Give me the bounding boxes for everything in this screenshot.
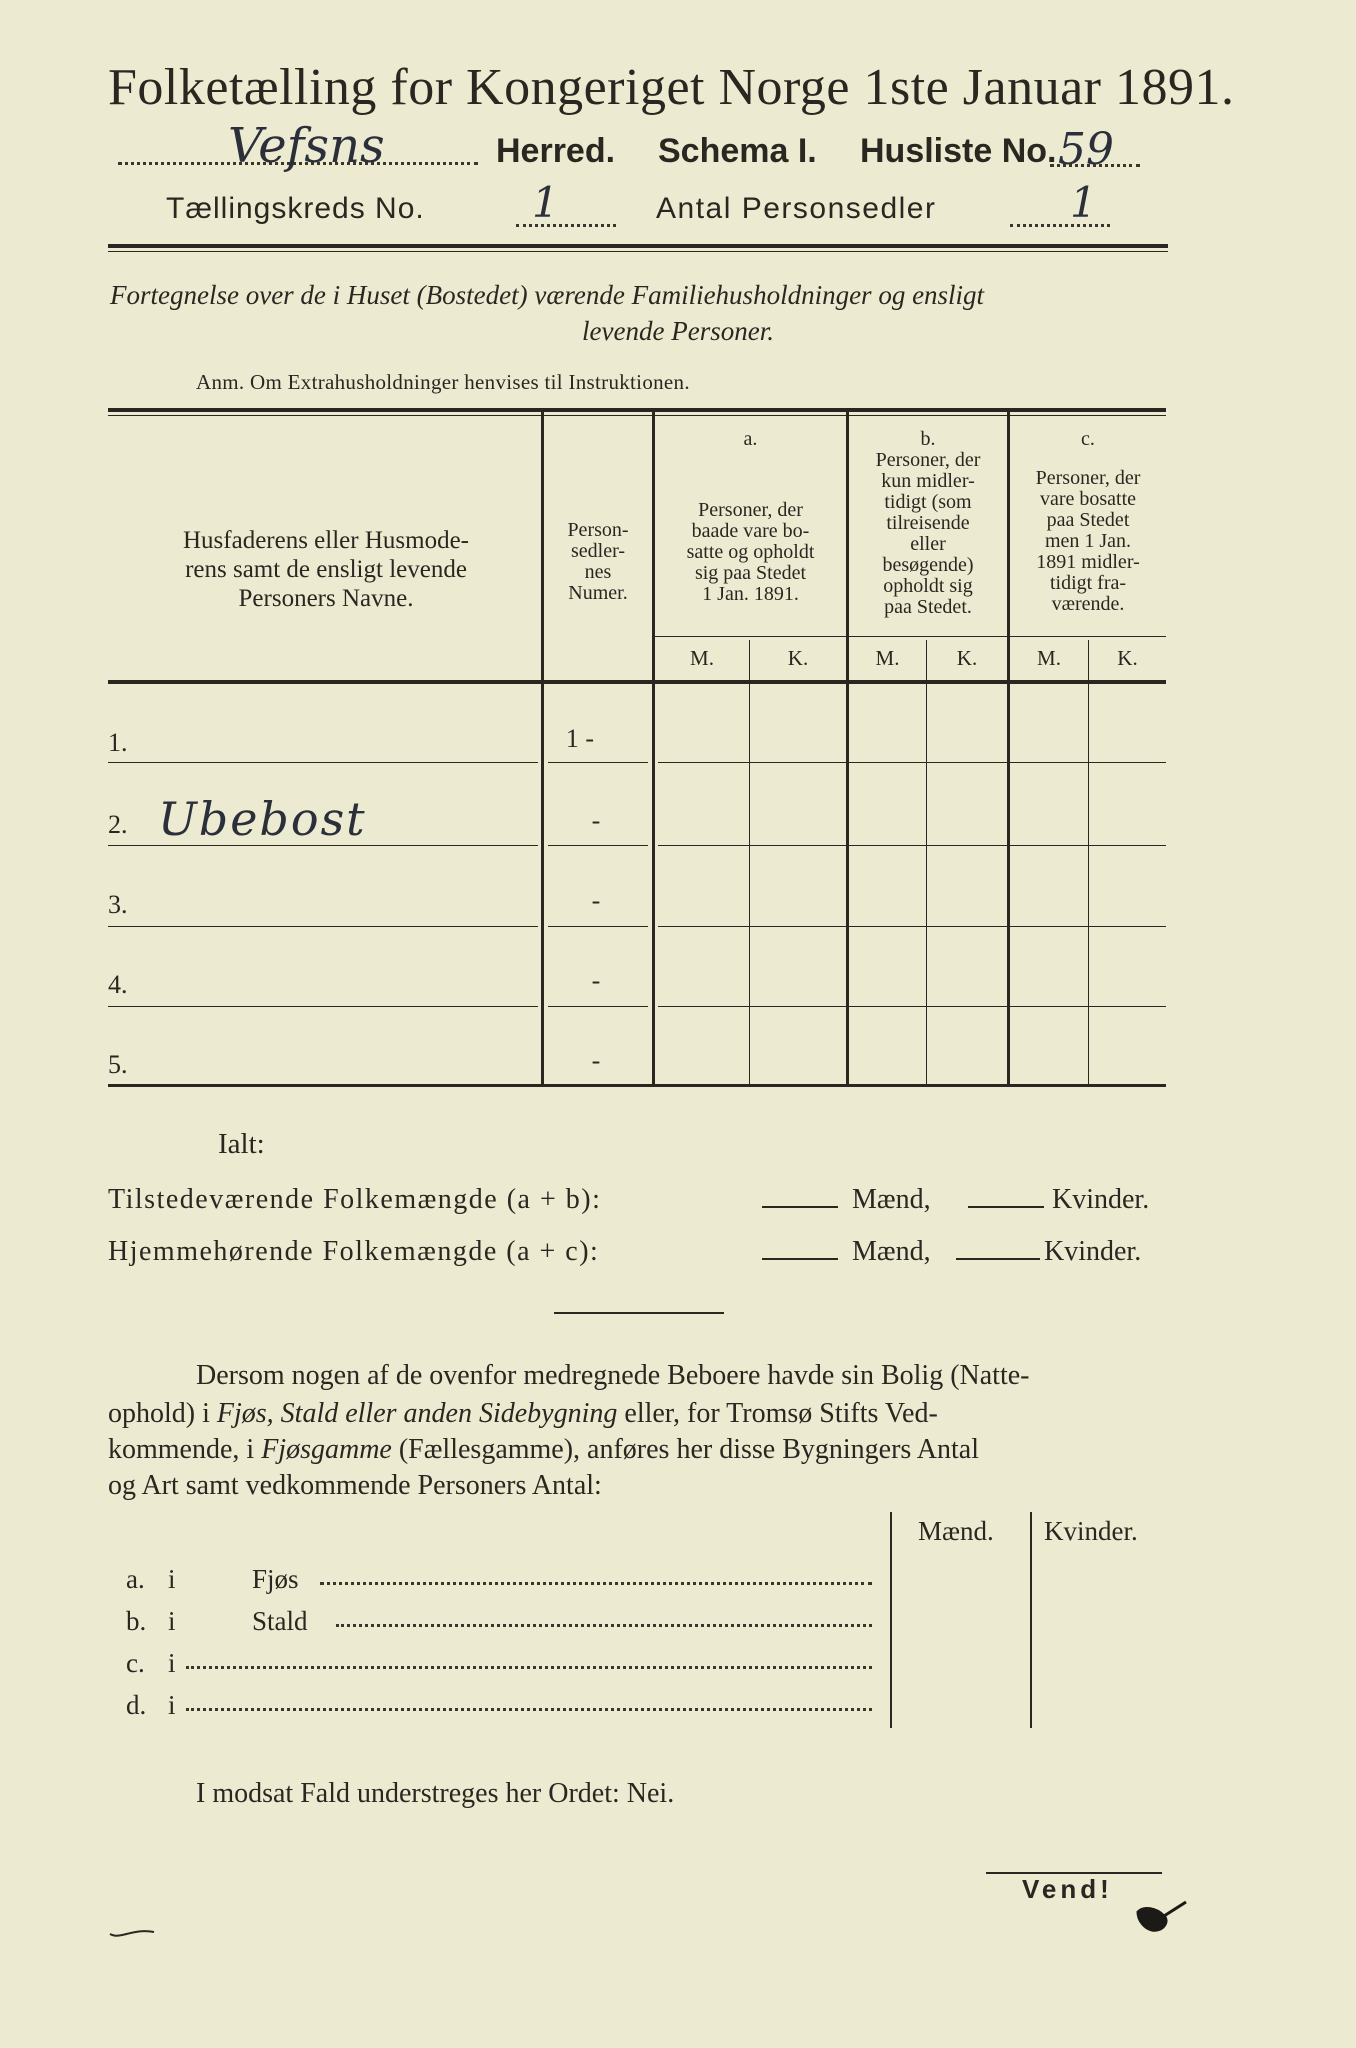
header-b-letter: b. [920, 428, 936, 450]
nei-instruction: I modsat Fald understreges her Ordet: Nei. [196, 1778, 675, 1809]
header-number [544, 520, 652, 604]
husliste-handwritten-value: 59 [1058, 124, 1114, 175]
paragraph-line-3-b: Fjøsgamme [261, 1434, 392, 1465]
row-3-line-data [658, 926, 1166, 927]
herred-handwritten-value: Vefsns [228, 118, 385, 174]
building-row-b-letter: b. [126, 1606, 147, 1636]
header-rule-top [108, 244, 1168, 248]
herred-label: Herred. [496, 132, 616, 170]
header-names [112, 526, 540, 613]
paragraph-line-3-c: (Fællesgamme), anføres her disse Bygningers Antal [391, 1434, 979, 1465]
hjemme-maend-blank [762, 1258, 838, 1260]
building-row-b-i: i [168, 1606, 176, 1636]
paragraph-line-2-a: ophold) i [108, 1398, 217, 1429]
intro-line-1: Fortegnelse over de i Huset (Bostedet) værende Familiehusholdninger og ensligt [110, 280, 985, 310]
building-row-b-label: Stald [252, 1606, 308, 1636]
intro-line-2: levende Personer. [582, 316, 774, 346]
kreds-dotted-line [516, 224, 616, 227]
header-b-line-6: besøgende) [882, 554, 974, 576]
buildings-divider-1 [890, 1512, 892, 1728]
header-b-line-7: opholdt sig [883, 575, 973, 597]
header-rule-bottom [108, 251, 1168, 252]
row-5-sedler-number: - [591, 1046, 601, 1075]
col-divider-b-mk [926, 640, 927, 1084]
tilstede-maend-blank [762, 1206, 838, 1208]
buildings-kvinder-header: Kvinder. [1044, 1516, 1138, 1546]
header-c-line-7: værende. [1051, 593, 1125, 615]
building-row-d-i: i [168, 1690, 176, 1720]
header-c-k: K. [1117, 646, 1138, 670]
tilstede-label: Tilstedeværende Folkemængde (a + b): [108, 1184, 602, 1215]
row-2-number: 2. [108, 810, 128, 839]
building-row-c-dots [186, 1666, 872, 1669]
col-divider-c-mk [1088, 640, 1089, 1084]
header-a-line-5: 1 Jan. 1891. [702, 583, 799, 605]
pencil-scribble-left-stroke [110, 1931, 154, 1936]
vend-label: Vend! [1022, 1874, 1113, 1904]
row-2-name: Ubebost [158, 792, 367, 846]
row-1-line-num [548, 762, 648, 763]
buildings-maend-header: Mænd. [918, 1516, 994, 1546]
hjemme-maend-label: Mænd, [852, 1236, 931, 1267]
paragraph-line-3-a: kommende, i [108, 1434, 262, 1465]
header-a-line-1: Personer, der [698, 499, 803, 521]
row-1-sedler-number: 1 - [565, 724, 595, 753]
header-c-line-2: vare bosatte [1039, 488, 1137, 510]
header-names-line-3: Personers Navne. [238, 585, 414, 612]
tilstede-kvinder-blank [968, 1206, 1044, 1208]
building-row-b-dots [336, 1624, 872, 1627]
header-names-line-2: rens samt de ensligt levende [185, 556, 467, 583]
header-number-line-1: Person- [567, 519, 629, 541]
header-c-line-1: Personer, der [1035, 467, 1141, 489]
antal-label: Antal Personsedler [656, 192, 937, 225]
kreds-handwritten-value: 1 [532, 178, 559, 227]
header-c [1010, 468, 1166, 615]
header-a-letter: a. [743, 428, 758, 450]
header-c-line-5: 1891 midler- [1036, 551, 1140, 573]
tilstede-maend-label: Mænd, [852, 1184, 931, 1215]
header-number-line-3: nes [584, 561, 612, 583]
building-row-d-letter: d. [126, 1690, 147, 1720]
paragraph-line-4: og Art samt vedkommende Personers Antal: [108, 1470, 602, 1501]
building-row-a-dots [320, 1582, 872, 1585]
form-title: Folketælling for Kongeriget Norge 1ste Januar 1891. [108, 59, 1235, 116]
row-5-number: 5. [108, 1050, 128, 1079]
col-divider-a-mk [749, 640, 750, 1084]
header-c-line-3: paa Stedet [1046, 509, 1130, 531]
header-c-m: M. [1037, 646, 1061, 670]
building-row-a-i: i [168, 1564, 176, 1594]
kreds-label: Tællingskreds No. [166, 192, 425, 225]
header-b-line-2: kun midler- [881, 470, 975, 492]
ink-blot-decoration [1134, 1898, 1194, 1938]
row-3-sedler-number: - [591, 886, 601, 915]
header-c-letter: c. [1081, 428, 1095, 450]
header-b-line-3: tidigt (som [884, 491, 972, 513]
hjemme-kvinder-blank [956, 1258, 1040, 1260]
anm-note: Anm. Om Extrahusholdninger henvises til Instruktionen. [196, 370, 690, 394]
table-bottom-rule [108, 1084, 1166, 1087]
antal-handwritten-value: 1 [1070, 178, 1097, 227]
building-row-a-label: Fjøs [252, 1564, 299, 1594]
header-b [849, 450, 1007, 618]
paragraph-line-2-c: eller, for Tromsø Stifts Ved- [617, 1398, 938, 1429]
header-b-line-5: eller [910, 533, 946, 555]
row-3-number: 3. [108, 890, 128, 919]
header-b-line-8: paa Stedet. [884, 596, 972, 618]
row-1-line-data [658, 762, 1166, 763]
row-2-line-data [658, 845, 1166, 846]
header-a-k: K. [787, 646, 809, 670]
paragraph-line-3 [108, 1434, 979, 1466]
header-a-line-3: satte og opholdt [686, 541, 815, 563]
header-a-m: M. [690, 646, 714, 670]
buildings-divider-2 [1030, 1512, 1032, 1728]
row-2-sedler-number: - [591, 806, 601, 835]
section-separator [554, 1312, 724, 1314]
hjemme-kvinder-label: Kvinder. [1044, 1236, 1142, 1267]
paragraph-line-1: Dersom nogen af de ovenfor medregnede Beboere havde sin Bolig (Natte- [196, 1360, 1030, 1391]
header-number-line-2: sedler- [570, 540, 625, 562]
row-3-line [108, 926, 538, 927]
tilstede-kvinder-label: Kvinder. [1052, 1184, 1150, 1215]
header-b-k: K. [956, 646, 978, 670]
mk-top-rule [655, 636, 1166, 637]
paragraph-line-2 [108, 1398, 938, 1430]
header-number-line-4: Numer. [568, 582, 628, 604]
hjemme-label: Hjemmehørende Folkemængde (a + c): [108, 1236, 600, 1267]
building-row-d-dots [186, 1708, 872, 1711]
row-4-number: 4. [108, 970, 128, 999]
row-4-line-data [658, 1006, 1166, 1007]
husliste-dotted-line [1050, 164, 1140, 167]
header-a [655, 500, 846, 605]
header-a-line-2: baade vare bo- [691, 520, 810, 542]
header-c-line-4: men 1 Jan. [1044, 530, 1132, 552]
antal-dotted-line [1010, 224, 1110, 227]
header-b-line-4: tilreisende [886, 512, 970, 534]
header-c-line-6: tidigt fra- [1049, 572, 1127, 594]
building-row-c-i: i [168, 1648, 176, 1678]
row-1-number: 1. [108, 728, 128, 757]
husliste-label: Husliste No. [860, 132, 1057, 170]
header-b-line-1: Personer, der [875, 449, 981, 471]
row-4-sedler-number: - [591, 966, 601, 995]
header-names-line-1: Husfaderens eller Husmode- [182, 527, 469, 554]
pencil-scribble-left [108, 1926, 158, 1942]
ialt-label: Ialt: [218, 1128, 265, 1160]
row-3-line-num [548, 926, 648, 927]
building-row-a-letter: a. [126, 1564, 145, 1594]
row-4-line-num [548, 1006, 648, 1007]
row-4-line [108, 1006, 538, 1007]
schema-label: Schema I. [658, 132, 817, 170]
row-1-line [108, 762, 538, 763]
row-2-line-num [548, 845, 648, 846]
building-row-c-letter: c. [126, 1648, 145, 1678]
header-a-line-4: sig paa Stedet [694, 562, 807, 584]
paragraph-line-2-b: Fjøs, Stald eller anden Sidebygning [216, 1398, 618, 1429]
ink-blot-shape [1138, 1902, 1186, 1930]
header-b-m: M. [875, 646, 900, 670]
